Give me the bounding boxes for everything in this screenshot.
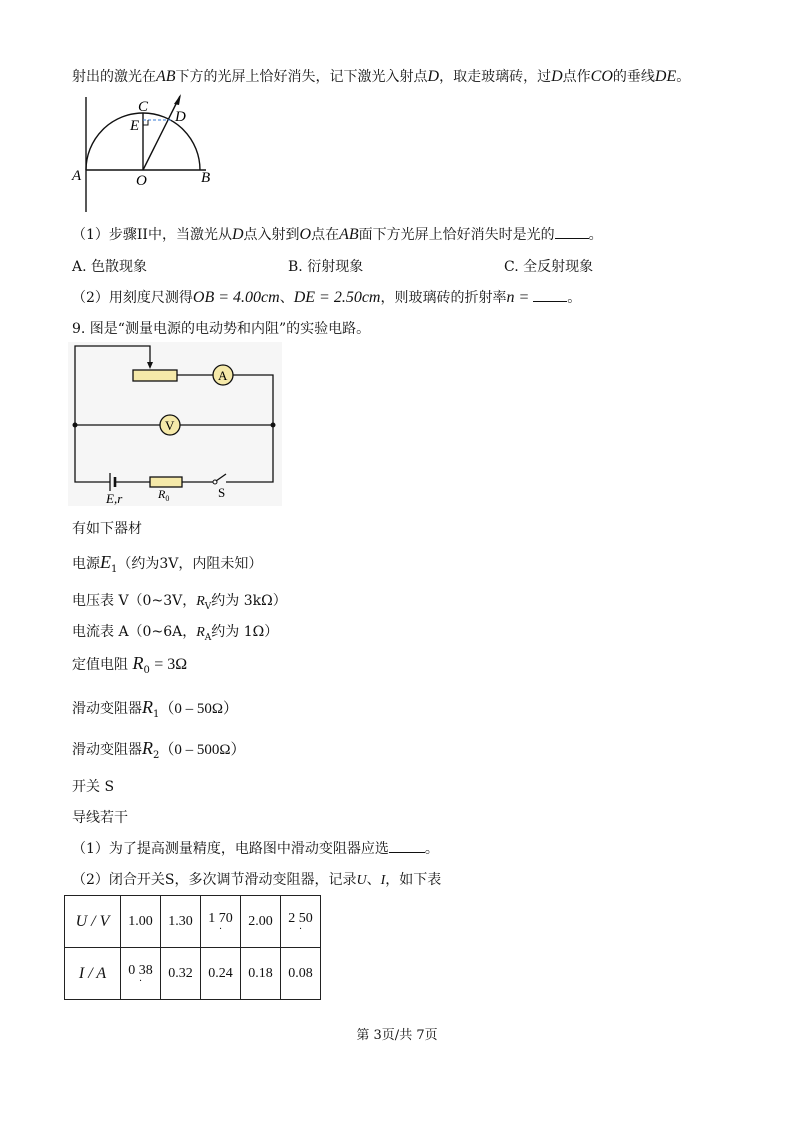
- semicircle-figure: [68, 92, 228, 214]
- part-2: （2）闭合开关S，多次调节滑动变阻器，记录U、I，如下表: [72, 872, 442, 888]
- option-b[interactable]: B. 衍射现象: [288, 259, 364, 275]
- equipment-ammeter: 电流表 A（0~6A，$R_A$约为 1Ω）: [72, 624, 279, 643]
- equipment-wires: 导线若干: [72, 810, 128, 826]
- table-cell: 1 70 ·: [201, 896, 241, 948]
- equipment-rheostat-1: 滑动变阻器$R_1(0 - 50\Omega)$: [72, 697, 239, 720]
- battery-label: E,r: [106, 491, 123, 506]
- label-a: A: [72, 168, 82, 184]
- equipment-heading: 有如下器材: [72, 521, 142, 537]
- answer-blank[interactable]: [533, 289, 567, 302]
- label-e: E: [130, 118, 140, 134]
- equipment-fixed-resistor: 定值电阻 $R_0 = 3\Omega$: [72, 653, 188, 676]
- table-row-i: [65, 948, 321, 1000]
- fixed-resistor-r0: [150, 477, 182, 487]
- ammeter-label: A: [218, 368, 228, 383]
- table-row-u: [65, 896, 321, 948]
- table-header-u: U / V: [65, 896, 121, 948]
- table-cell: 0.08: [281, 948, 321, 1000]
- table-cell: 0.32: [161, 948, 201, 1000]
- label-c: C: [138, 99, 149, 115]
- table-cell: 2 50 ·: [281, 896, 321, 948]
- equipment-switch: 开关 S: [72, 779, 115, 795]
- voltmeter-label: V: [165, 418, 175, 433]
- table-cell: 2.00: [241, 896, 281, 948]
- part-1: （1）为了提高测量精度，电路图中滑动变阻器应选 。: [72, 841, 439, 857]
- laser-line: [143, 96, 180, 170]
- data-table: [64, 895, 321, 1000]
- circuit-diagram: [68, 342, 282, 506]
- question-9: 9. 图是“测量电源的电动势和内阻”的实验电路。: [72, 321, 371, 337]
- answer-blank[interactable]: [555, 226, 589, 239]
- question-2: （2）用刻度尺测得OB = 4.00cm、DE = 2.50cm，则玻璃砖的折射率n = 。: [72, 289, 582, 306]
- table-cell: 0.18: [241, 948, 281, 1000]
- question-1: （1）步骤II中，当激光从D点入射到O点在AB面下方光屏上恰好消失时是光的 。: [72, 226, 603, 243]
- equipment-source: 电源$E_1$（约为3V，内阻未知）: [72, 552, 263, 575]
- equipment-rheostat-2: 滑动变阻器$R_2(0 - 500\Omega)$: [72, 738, 246, 761]
- r0-label: $R_0$: [158, 487, 170, 503]
- right-angle-mark: [143, 120, 148, 125]
- table-cell: 1.00: [121, 896, 161, 948]
- label-o: O: [136, 173, 147, 189]
- answer-blank[interactable]: [389, 840, 425, 853]
- option-c[interactable]: C. 全反射现象: [504, 259, 594, 275]
- label-d: D: [175, 109, 186, 125]
- node-right: [271, 423, 276, 428]
- equipment-voltmeter: 电压表 V（0~3V，$R_V$约为 3kΩ）: [72, 593, 287, 612]
- option-a[interactable]: A. 色散现象: [72, 259, 148, 275]
- table-cell: 1.30: [161, 896, 201, 948]
- table-cell: 0.24: [201, 948, 241, 1000]
- rheostat-resistor: [133, 370, 177, 381]
- table-cell: 0 38 ·: [121, 948, 161, 1000]
- laser-arrow: [174, 94, 181, 105]
- switch-label: S: [218, 485, 226, 500]
- page-footer: 第 3页/共 7页: [356, 1028, 438, 1043]
- label-b: B: [201, 170, 211, 186]
- table-header-i: I / A: [65, 948, 121, 1000]
- text-line-1: 射出的激光在AB下方的光屏上恰好消失，记下激光入射点D，取走玻璃砖，过D点作CO的垂线DE。: [72, 68, 691, 85]
